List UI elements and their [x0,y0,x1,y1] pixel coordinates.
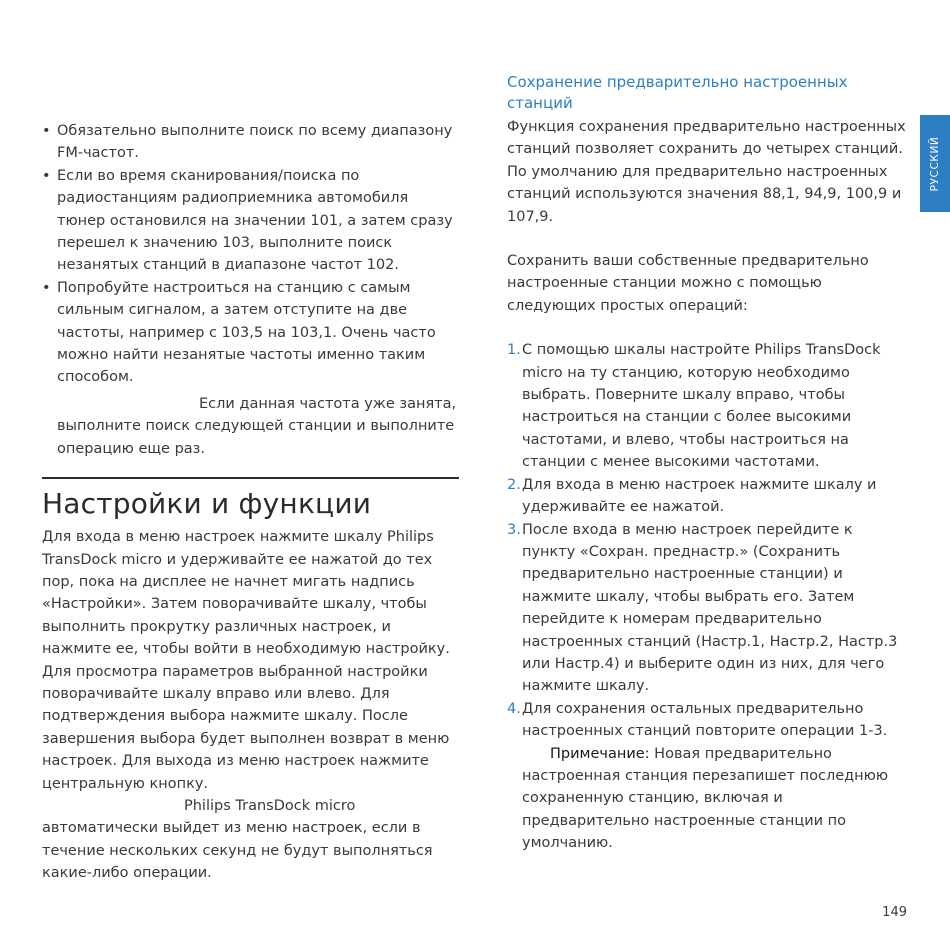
tip-note: Если данная частота уже занята, выполните поиск следующей станции и выполните операцию еще раз. [57,395,457,457]
step-item [507,519,907,698]
note-text: Новая предварительно настроенная станция перезапишет последнюю сохраненную станцию, включая и предварительно настроенные станции по умолчанию. [522,745,889,852]
step-text: С помощью шкалы настройте Philips TransDock micro на ту станцию, которую необходимо выбрать. Поверните шкалу вправо, чтобы настроиться на станции с более высокими частотами, и влево, чтобы настроиться на станции с менее высокими частотами. [522,342,881,471]
step-text: Для сохранения остальных предварительно настроенных станций повторите операции 1-3. [522,700,888,740]
step-text: Для входа в меню настроек нажмите шкалу и удерживайте ее нажатой. [522,476,877,516]
step-number: 2. [507,476,521,493]
step-number: 1. [507,342,521,359]
step-text: После входа в меню настроек перейдите к пункту «Сохран. преднастр.» (Сохранить предварительно настроенные станции) и нажмите шкалу, чтобы выбрать его. Затем перейдите к номерам предварительно настроенных станций (Настр.1, Настр.2, Настр.3 или Настр.4) и выберите один из них, для чего нажмите шкалу. [522,521,898,695]
presets-intro: Функция сохранения предварительно настроенных станций позволяет сохранить до четырех станций. По умолчанию для предварительно настроенных станций используются значения 88,1, 94,9, 100,9 и 107,9. [507,119,906,225]
step-item [507,698,907,743]
bullet-icon: • [42,167,51,184]
language-tab-label: РУССКИЙ [929,136,941,191]
section-divider [42,477,459,479]
tips-list [42,120,460,389]
bullet-icon: • [42,279,51,296]
settings-note: Philips TransDock micro автоматически выйдет из меню настроек, если в течение нескольких секунд не будут выполняться какие-либо операции. [42,797,433,882]
list-item [42,120,460,165]
bullet-icon: • [42,123,51,139]
note-label: Примечание: [550,745,650,762]
list-item-text: Попробуйте настроиться на станцию с самым сильным сигналом, а затем отступите на две частоты, например с 103,5 на 103,1. Очень часто можно найти незанятые частоты именно таким способом. [57,279,436,386]
list-item [42,165,460,277]
section-title: Настройки и функции [42,487,372,521]
list-item-text: Если во время сканирования/поиска по радиостанциям радиоприемника автомобиля тюнер остановился на значении 101, а затем сразу перешел к значению 103, выполните поиск незанятых станций в диапазоне частот 102. [57,167,453,274]
left-column [42,120,460,885]
step-item [507,339,907,473]
right-column [507,72,907,855]
page-number: 149 [882,905,907,920]
subsection-heading: Сохранение предварительно настроенных станций [507,73,848,112]
step-item [507,474,907,519]
settings-description: Для входа в меню настроек нажмите шкалу Philips TransDock micro и удерживайте ее нажатой до тех пор, пока на дисплее не начнет мигать надпись «Настройки». Затем поворачивайте шкалу, чтобы выполнить прокрутку различных настроек, и нажмите ее, чтобы войти в необходимую настройку. Для просмотра параметров выбранной настройки поворачивайте шкалу вправо или влево. Для подтверждения выбора нажмите шкалу. После завершения выбора будет выполнен возврат в меню настроек. Для выхода из меню настроек нажмите центральную кнопку. [42,529,450,792]
language-tab [920,115,950,212]
steps-list [507,339,907,742]
step-number: 4. [507,700,521,717]
list-item-text: Обязательно выполните поиск по всему диапазону FM-частот. [57,123,453,162]
step-number: 3. [507,521,521,538]
presets-note [522,743,907,855]
list-item [42,277,460,389]
presets-howto: Сохранить ваши собственные предварительно настроенные станции можно с помощью следующих простых операций: [507,253,869,314]
